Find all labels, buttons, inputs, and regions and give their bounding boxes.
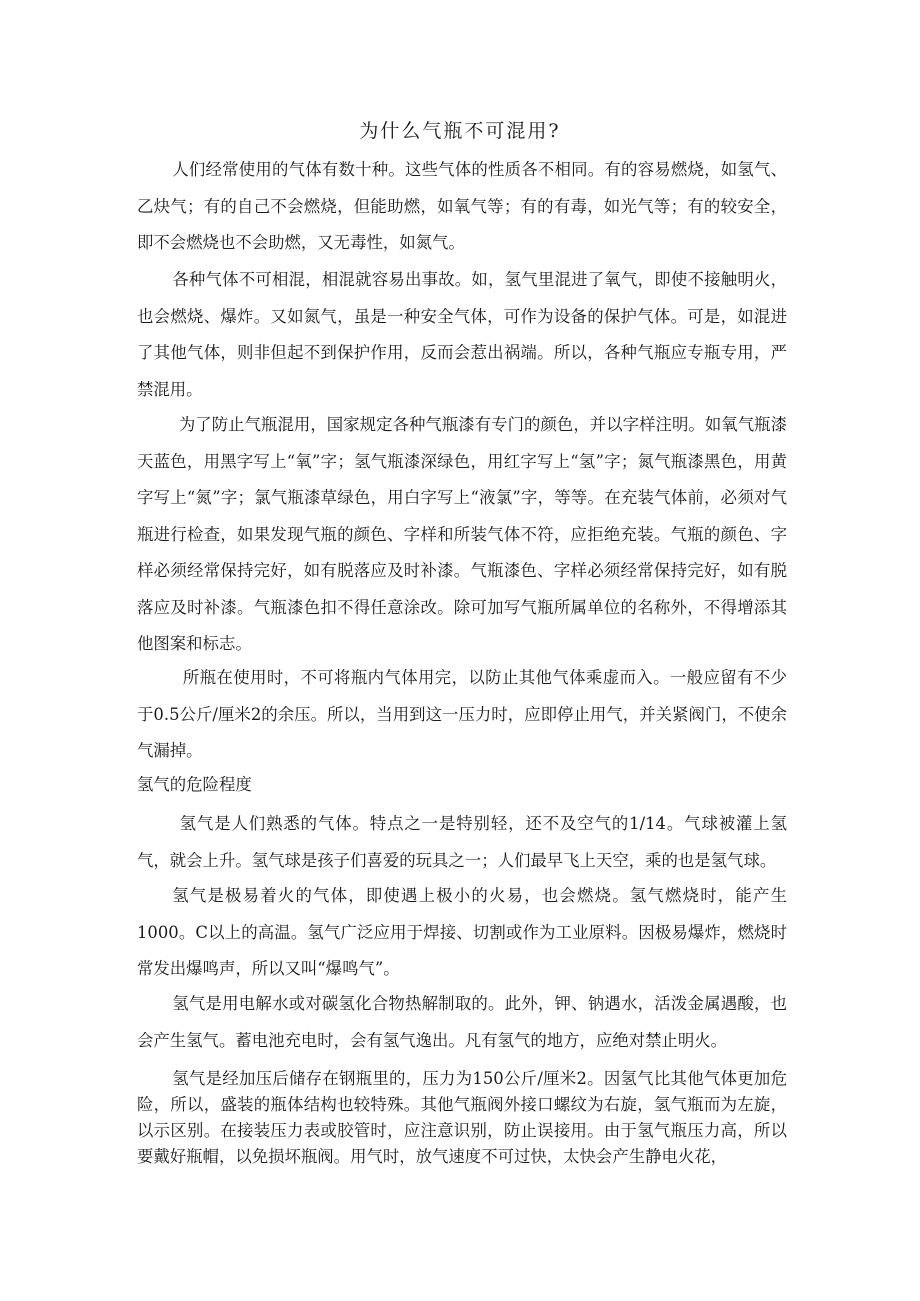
paragraph-no-mixing: 各种气体不可相混，相混就容易出事故。如，氢气里混进了氧气，即使不接触明火，也会燃烧、爆炸。又如氮气，虽是一种安全气体，可作为设备的保护气体。可是，如混进了其他气体，则非但起不到保护作用，反而会惹出祸端。所以，各种气瓶应专瓶专用，严禁混用。: [137, 270, 787, 399]
paragraph-hydrogen-production: 氢气是用电解水或对碳氢化合物热解制取的。此外，钾、钠遇水，活泼金属遇酸，也会产生氢气。蓄电池充电时，会有氢气逸出。凡有氢气的地方，应绝对禁止明火。: [137, 994, 787, 1050]
paragraph-gas-types: 人们经常使用的气体有数十种。这些气体的性质各不相同。有的容易燃烧，如氢气、乙炔气；有的自己不会燃烧，但能助燃，如氧气等；有的有毒，如光气等；有的较安全，即不会燃烧也不会助燃，又无毒性，如氮气。: [137, 160, 787, 252]
paragraph-cylinder-colors: 为了防止气瓶混用，国家规定各种气瓶漆有专门的颜色，并以字样注明。如氧气瓶漆天蓝色，用黑字写上“氧”字；氢气瓶漆深绿色，用红字写上“氢”字；氮气瓶漆黑色，用黄字写上“氮”字；氯气瓶漆草绿色，用白字写上“液氯”字，等等。在充装气体前，必须对气瓶进行检查，如果发现气瓶的颜色、字样和所装气体不符，应拒绝充装。气瓶的颜色、字样必须经常保持完好，如有脱落应及时补漆。气瓶漆色、字样必须经常保持完好，如有脱落应及时补漆。气瓶漆色扣不得任意涂改。除可加写气瓶所属单位的名称外，不得增添其他图案和标志。: [137, 415, 787, 653]
paragraph-hydrogen-properties: 氢气是人们熟悉的气体。特点之一是特别轻，还不及空气的1/14。气球被灌上氢气，就会上升。氢气球是孩子们喜爱的玩具之一；人们最早飞上天空，乘的也是氢气球。: [137, 814, 787, 870]
page-title: 为什么气瓶不可混用?: [359, 120, 561, 142]
paragraph-residual-pressure: 所瓶在使用时，不可将瓶内气体用完，以防止其他气体乘虚而入。一般应留有不少于0.5公斤/厘米2的余压。所以，当用到这一压力时，应即停止用气，并关紧阀门，不使余气漏掉。: [137, 668, 787, 760]
section-heading-hydrogen: 氢气的危险程度: [137, 775, 252, 794]
paragraph-hydrogen-storage: 氢气是经加压后储存在钢瓶里的，压力为150公斤/厘米2。因氢气比其他气体更加危险，所以，盛装的瓶体结构也较特殊。其他气瓶阀外接口螺纹为右旋，氢气瓶而为左旋，以示区别。在接装压力表或胶管时，应注意识别，防止误接用。由于氢气瓶压力高，所以要戴好瓶帽，以免损坏瓶阀。用气时，放气速度不可过快，太快会产生静电火花，: [137, 1069, 787, 1166]
paragraph-hydrogen-flammability: 氢气是极易着火的气体，即使遇上极小的火易，也会燃烧。氢气燃烧时，能产生1000。C以上的高温。氢气广泛应用于焊接、切割或作为工业原料。因极易爆炸，燃烧时常发出爆鸣声，所以又叫“爆鸣气”。: [137, 886, 787, 978]
